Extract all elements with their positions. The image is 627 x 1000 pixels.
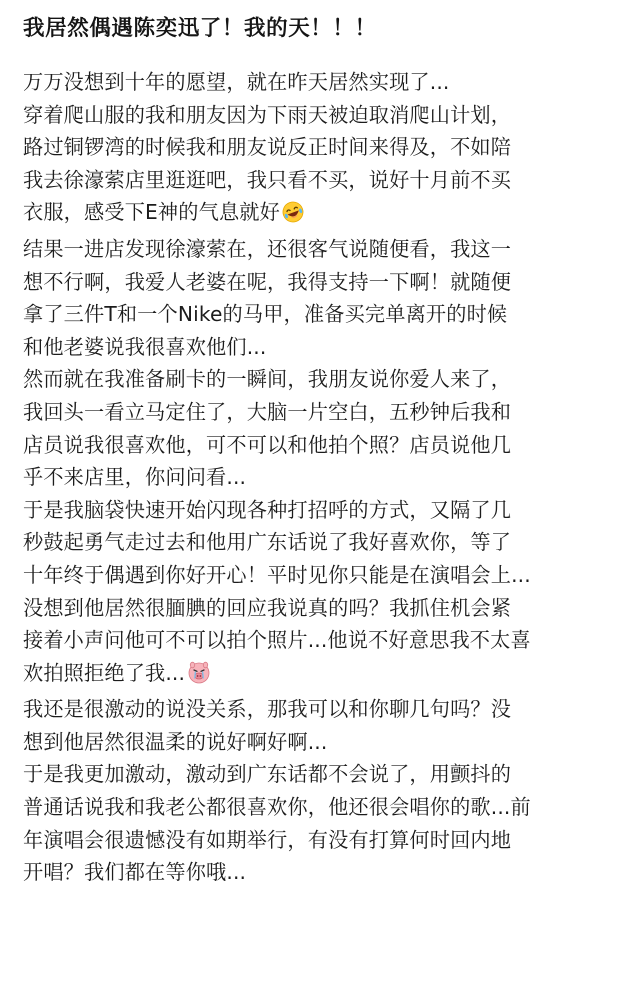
post-body-line [23, 266, 613, 299]
post-body-line-text: 店员说我很喜欢他，可不可以和他拍个照？店员说他几 [23, 432, 512, 457]
post-body-line-text: 和他老婆说我很喜欢他们... [23, 334, 267, 359]
post-body-line-text: 欢拍照拒绝了我... [23, 660, 186, 685]
post-body-line-text: 开唱？我们都在等你哦... [23, 860, 247, 885]
post-body-line [23, 856, 613, 889]
post-body-line-text: 乎不来店里，你问问看... [23, 465, 247, 490]
post-body-line-text: 我还是很激动的说没关系，那我可以和你聊几句吗？没 [23, 697, 512, 722]
post-body-line-text: 万万没想到十年的愿望，就在昨天居然实现了... [23, 70, 450, 94]
post-body-line [23, 461, 613, 494]
post-body-line-text: 普通话说我和我老公都很喜欢你，他还很会唱你的歌...前 [23, 795, 531, 820]
crying-pig-emoji-icon [187, 660, 211, 694]
post-body-line-text: 于是我更加激动，激动到广东话都不会说了，用颤抖的 [23, 762, 512, 787]
post-body-line [23, 331, 613, 364]
post-body-line-text: 十年终于偶遇到你好开心！平时见你只能是在演唱会上... [23, 562, 531, 587]
post-body-line [23, 298, 613, 331]
post-body-line-text: 拿了三件T和一个Nike的马甲，准备买完单离开的时候 [23, 302, 508, 327]
post-body-line [23, 559, 613, 592]
post-body-line [23, 99, 613, 132]
post-body-line [23, 693, 613, 726]
post-body-line-text: 于是我脑袋快速开始闪现各种打招呼的方式，又隔了几 [23, 497, 512, 522]
post-body-line-text: 然而就在我准备刷卡的一瞬间，我朋友说你爱人来了， [23, 367, 512, 392]
post-body-line [23, 233, 613, 266]
post-title: 我居然偶遇陈奕迅了！我的天！！！ [23, 16, 377, 41]
post-body-line-text: 结果一进店发现徐濠萦在，还很客气说随便看，我这一 [23, 236, 512, 261]
post-body-line [23, 131, 613, 164]
post-body-line-text: 衣服，感受下E神的气息就好 [23, 200, 280, 225]
post-body-line-text: 我回头一看立马定住了，大脑一片空白，五秒钟后我和 [23, 399, 512, 424]
post-body-line [23, 657, 613, 694]
post-body-line-text: 路过铜锣湾的时候我和朋友说反正时间来得及，不如陪 [23, 135, 512, 160]
post-body-line-text: 想不行啊，我爱人老婆在呢，我得支持一下啊！就随便 [23, 269, 512, 294]
post-body-line [23, 726, 613, 759]
post-body-line [23, 164, 613, 197]
post-body-line [23, 526, 613, 559]
post-body-line-text: 想到他居然很温柔的说好啊好啊... [23, 729, 328, 754]
post-body-line-text: 穿着爬山服的我和朋友因为下雨天被迫取消爬山计划， [23, 102, 512, 127]
post-body-line-text: 接着小声问他可不可以拍个照片...他说不好意思我不太喜 [23, 628, 531, 653]
post-body-line [23, 66, 613, 99]
post-body-line [23, 758, 613, 791]
post-body-line-text: 我去徐濠萦店里逛逛吧，我只看不买，说好十月前不买 [23, 167, 512, 192]
post-body-line [23, 592, 613, 625]
post-body-line [23, 429, 613, 462]
post-body [23, 66, 613, 889]
post-body-line [23, 791, 613, 824]
post-body-line [23, 396, 613, 429]
post-body-line-text: 年演唱会很遗憾没有如期举行，有没有打算何时回内地 [23, 827, 512, 852]
post-body-line [23, 824, 613, 857]
post-body-line-text: 没想到他居然很腼腆的回应我说真的吗？我抓住机会紧 [23, 595, 512, 620]
rofl-emoji-icon [282, 200, 304, 233]
post-body-line-text: 秒鼓起勇气走过去和他用广东话说了我好喜欢你，等了 [23, 530, 512, 555]
post-body-line [23, 624, 613, 657]
post-body-line [23, 363, 613, 396]
post-body-line [23, 196, 613, 233]
post-body-line [23, 494, 613, 527]
